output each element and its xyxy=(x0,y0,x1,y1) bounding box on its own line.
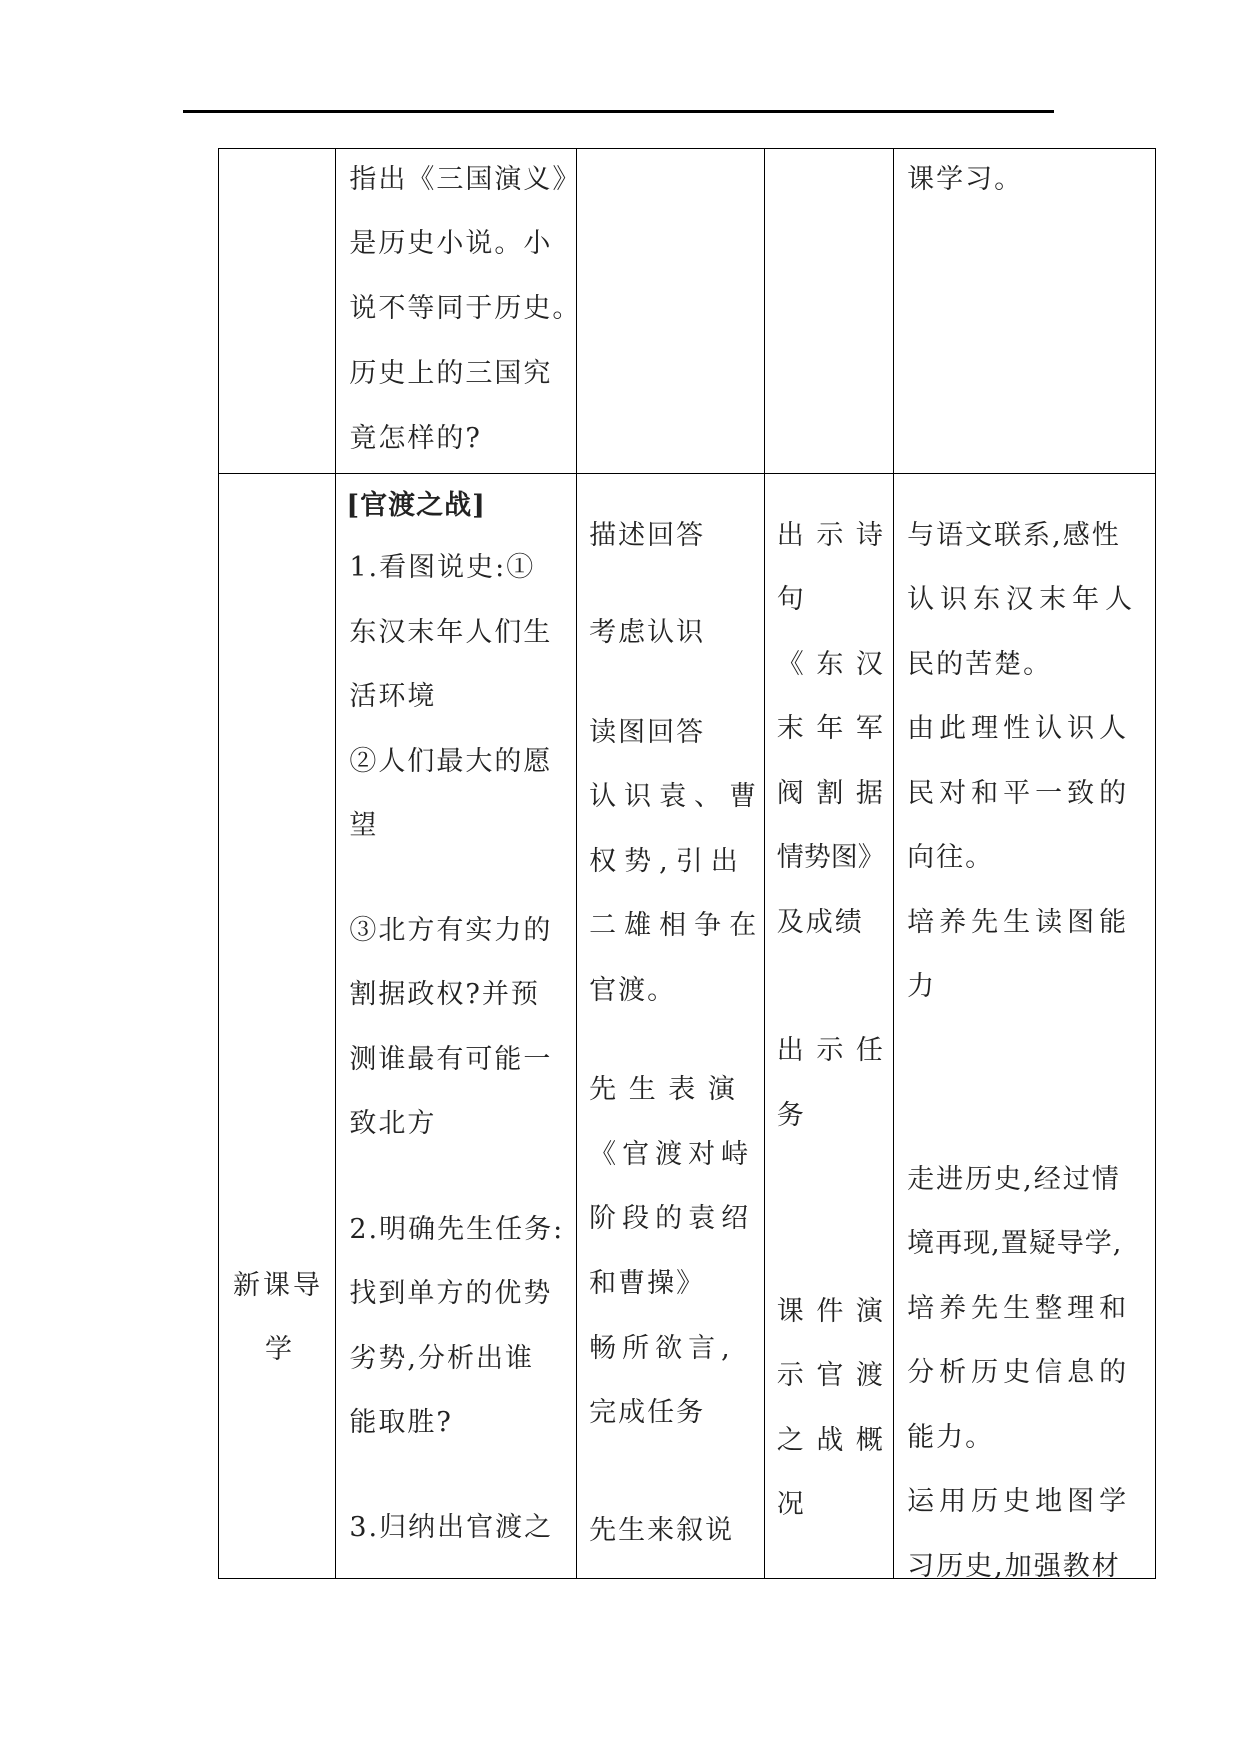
intent-cell xyxy=(894,149,1156,474)
content-line: 割据政权?并预 xyxy=(349,979,540,1010)
content-line: 说不等同于历史。 xyxy=(349,293,582,324)
intent-line: 能力。 xyxy=(907,1422,995,1453)
student-line: 读图回答 xyxy=(589,717,706,748)
content-line: 是历史小说。小 xyxy=(349,228,553,259)
stage-cell xyxy=(219,474,336,1579)
content-line: 找到单方的优势 xyxy=(349,1278,553,1309)
student-line: 官渡。 xyxy=(589,975,677,1006)
student-line: 畅所欲言, xyxy=(589,1333,736,1364)
intent-line: 认识东汉末年人 xyxy=(907,584,1139,615)
intent-line: 运用历史地图学 xyxy=(907,1486,1132,1517)
content-line: 劣势,分析出谁 xyxy=(349,1343,534,1374)
intent-line: 分析历史信息的 xyxy=(907,1357,1132,1388)
intent-line: 民对和平一致的 xyxy=(907,778,1132,809)
content-line: 指出《三国演义》 xyxy=(349,164,582,195)
intent-line: 力 xyxy=(907,971,937,1002)
content-line: 致北方 xyxy=(349,1108,437,1139)
teacher-line: 及成绩 xyxy=(776,907,864,938)
content-line: 东汉末年人们生 xyxy=(349,617,553,648)
student-line: 二雄相争在 xyxy=(589,910,765,941)
student-line: 先生来叙说 xyxy=(589,1515,735,1546)
intent-line: 民的苦楚。 xyxy=(907,649,1053,680)
student-line: 阶段的袁绍 xyxy=(589,1203,755,1234)
student-line: 《官渡对峙 xyxy=(589,1139,755,1170)
teacher-cell xyxy=(764,149,893,474)
teacher-line: 课 件 演 xyxy=(776,1296,885,1327)
content-line: 3.归纳出官渡之 xyxy=(349,1512,554,1543)
student-line: 认识袁、曹 xyxy=(589,781,765,812)
intent-line: 与语文联系,感性 xyxy=(907,520,1121,551)
header-rule xyxy=(183,110,1054,113)
student-line: 完成任务 xyxy=(589,1397,706,1428)
teacher-line: 示 官 渡 xyxy=(776,1360,885,1391)
content-cell xyxy=(336,474,577,1579)
teacher-line: 阀 割 据 xyxy=(776,778,885,809)
intent-line: 向往。 xyxy=(907,842,995,873)
content-line: 竟怎样的? xyxy=(349,423,482,454)
intent-cell xyxy=(894,474,1156,1582)
content-line: 1.看图说史:① xyxy=(349,552,536,583)
stage-label: 新课导 xyxy=(233,1270,323,1301)
intent-line: 课学习。 xyxy=(907,164,1024,195)
teacher-line: 出 示 任 xyxy=(776,1035,885,1066)
teacher-cell xyxy=(764,474,893,1579)
student-line: 考虑认识 xyxy=(589,617,706,648)
teacher-line: 务 xyxy=(776,1100,806,1131)
content-line: 望 xyxy=(349,810,379,841)
table-row xyxy=(219,474,1156,1579)
student-line: 和曹操》 xyxy=(589,1268,706,1299)
teacher-line: 句 xyxy=(776,584,806,615)
lesson-plan-table xyxy=(218,148,1156,1582)
student-line: 描述回答 xyxy=(589,520,706,551)
content-line: 测谁最有可能一 xyxy=(349,1044,553,1075)
student-cell xyxy=(577,149,765,474)
teacher-line: 《 东 汉 xyxy=(776,649,885,680)
teacher-line: 况 xyxy=(776,1489,806,1520)
teacher-line: 情势图》 xyxy=(776,842,885,873)
content-line: 2.明确先生任务: xyxy=(349,1214,565,1245)
content-line: ②人们最大的愿 xyxy=(349,746,553,777)
intent-line: 走进历史,经过情 xyxy=(907,1164,1121,1195)
teacher-line: 之 战 概 xyxy=(776,1425,885,1456)
student-cell xyxy=(577,474,765,1579)
student-line: 先 生 表 演 xyxy=(589,1074,737,1105)
intent-line: 培养先生读图能 xyxy=(907,907,1132,938)
intent-line: 培养先生整理和 xyxy=(907,1293,1132,1324)
section-heading: [官渡之战] xyxy=(346,490,486,521)
student-line: 权势,引出 xyxy=(589,846,746,877)
content-cell xyxy=(336,149,582,474)
intent-line: 境再现,置疑导学, xyxy=(907,1228,1123,1259)
teacher-line: 出 示 诗 xyxy=(776,520,885,551)
stage-label: 学 xyxy=(265,1334,295,1365)
intent-line: 习历史,加强教材 xyxy=(907,1551,1121,1582)
table-row xyxy=(219,149,1156,474)
content-line: 历史上的三国究 xyxy=(349,358,553,389)
content-line: ③北方有实力的 xyxy=(349,915,553,946)
stage-cell xyxy=(219,149,336,474)
content-line: 活环境 xyxy=(349,681,437,712)
teacher-line: 末 年 军 xyxy=(776,713,885,744)
intent-line: 由此理性认识人 xyxy=(907,713,1132,744)
content-line: 能取胜? xyxy=(349,1407,453,1438)
